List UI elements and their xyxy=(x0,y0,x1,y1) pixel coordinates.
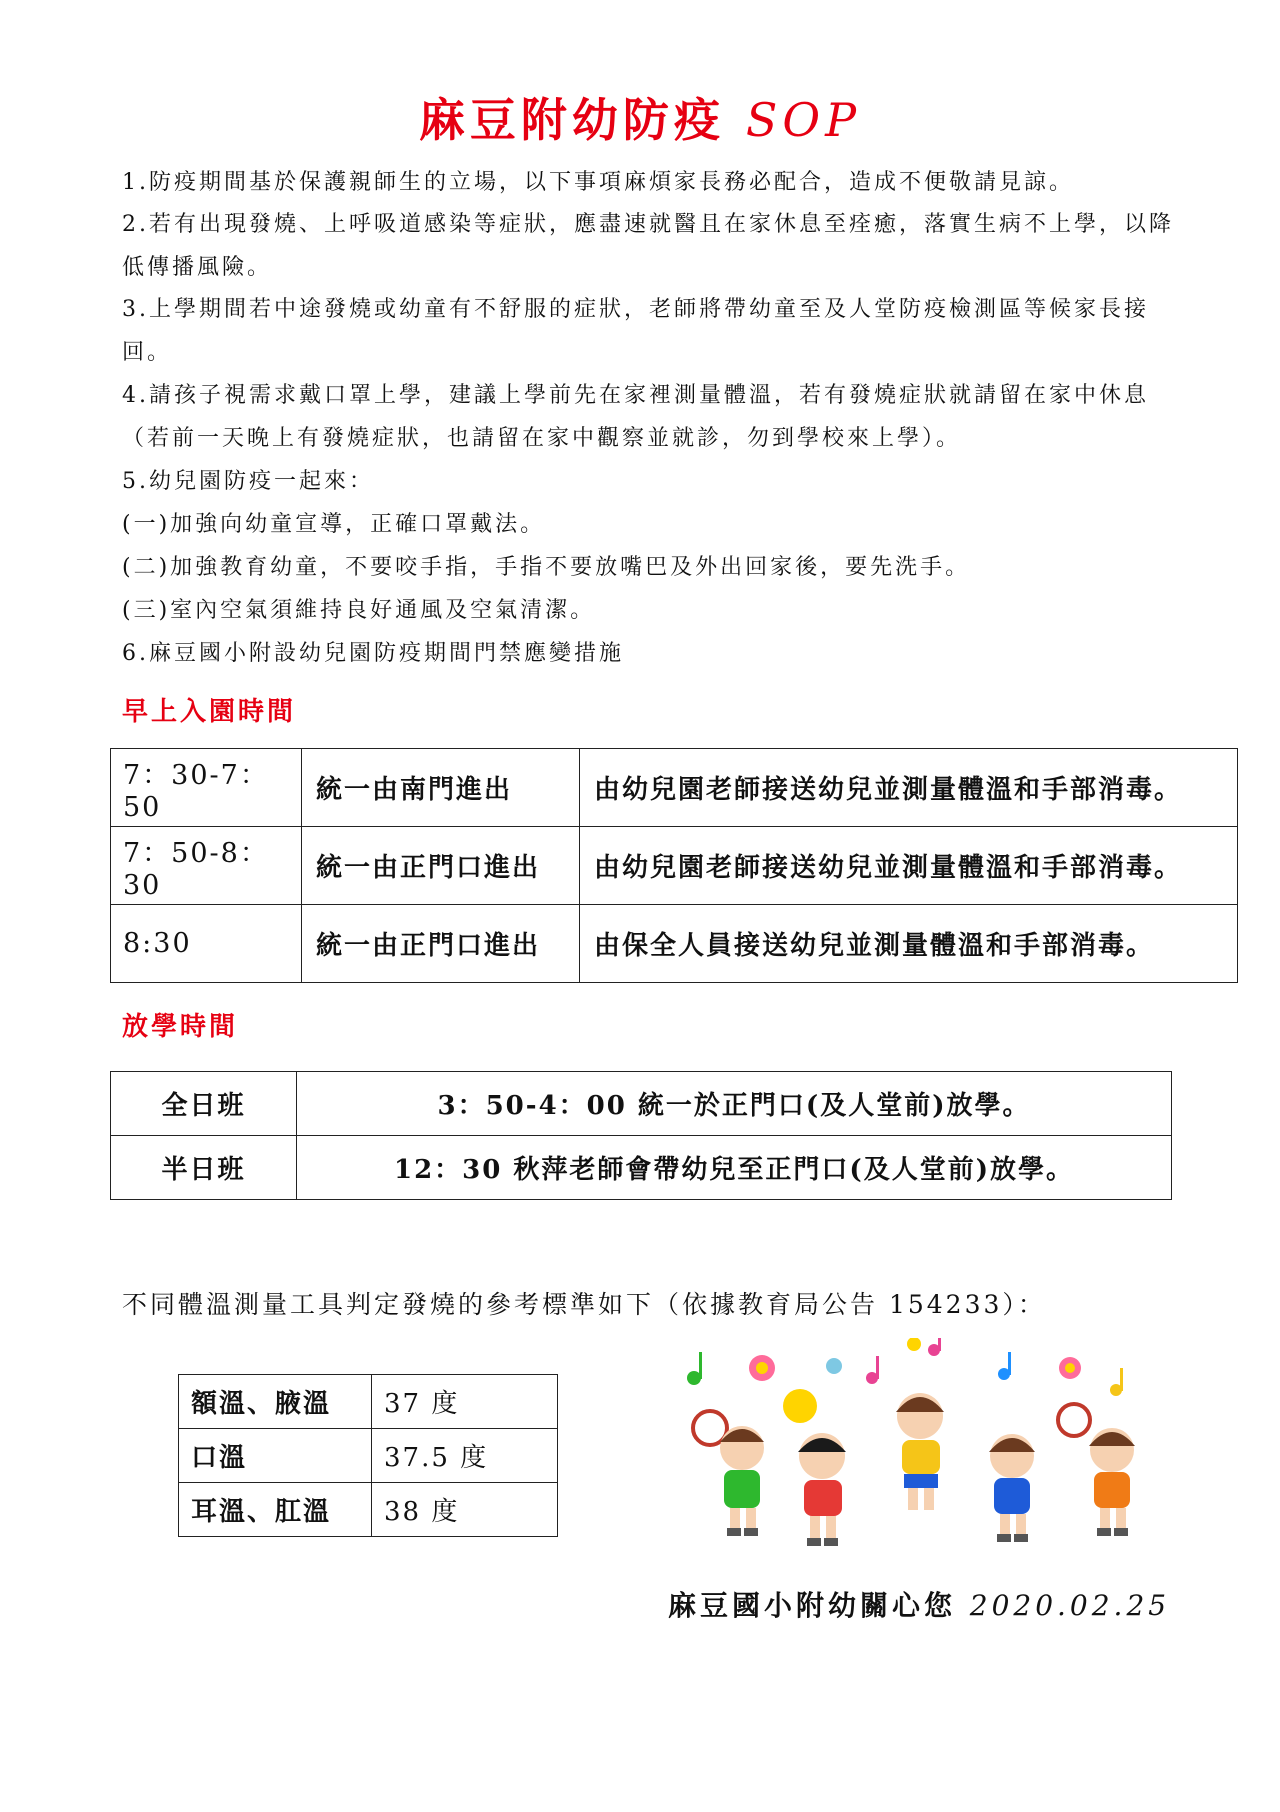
entry-time: 8:30 xyxy=(111,905,302,983)
entry-gate: 統一由正門口進出 xyxy=(302,905,580,983)
morning-heading: 早上入園時間 xyxy=(122,697,297,727)
entry-time: 7：30-7：50 xyxy=(111,749,302,827)
paragraph-5-2: (二)加強教育幼童，不要咬手指，手指不要放嘴巴及外出回家後，要先洗手。 xyxy=(122,555,971,580)
child-figure xyxy=(693,1411,764,1536)
temperature-value: 38 度 xyxy=(372,1483,558,1537)
table-row xyxy=(111,905,1238,983)
table-row xyxy=(179,1429,558,1483)
paragraph-2: 2.若有出現發燒、上呼吸道感染等症狀，應盡速就醫且在家休息至痊癒，落實生病不上學，以降低傳播風險。 xyxy=(122,212,1174,280)
signature-date: 2020.02.25 xyxy=(969,1589,1171,1622)
temperature-value: 37.5 度 xyxy=(372,1429,558,1483)
dismissal-table xyxy=(110,1071,1172,1200)
child-figure xyxy=(896,1393,944,1510)
sun-ball-icon xyxy=(783,1389,817,1423)
temperature-kind: 口溫 xyxy=(179,1429,372,1483)
title-latin: SOP xyxy=(745,93,862,147)
table-row xyxy=(111,1136,1172,1200)
paragraph-3: 3.上學期間若中途發燒或幼童有不舒服的症狀，老師將帶幼童至及人堂防疫檢測區等候家長接回。 xyxy=(122,297,1149,365)
title-cjk: 麻豆附幼防疫 xyxy=(418,93,746,147)
temperature-value: 37 度 xyxy=(372,1375,558,1429)
signature xyxy=(668,1584,1170,1624)
temperature-kind: 額溫、腋溫 xyxy=(179,1375,372,1429)
paragraph-5-1: (一)加強向幼童宣導，正確口罩戴法。 xyxy=(122,512,546,537)
entry-note: 由保全人員接送幼兒並測量體溫和手部消毒。 xyxy=(580,905,1238,983)
table-row xyxy=(111,749,1238,827)
entry-gate: 統一由正門口進出 xyxy=(302,827,580,905)
temperature-table xyxy=(178,1374,558,1537)
flower-icon xyxy=(749,1338,1081,1381)
entry-gate: 統一由南門進出 xyxy=(302,749,580,827)
signature-text: 麻豆國小附幼關心您 xyxy=(668,1589,970,1622)
morning-entry-table xyxy=(110,748,1238,983)
class-name: 半日班 xyxy=(111,1136,297,1200)
dismissal-detail: 12：30 秋萍老師會帶幼兒至正門口(及人堂前)放學。 xyxy=(297,1136,1172,1200)
document-title xyxy=(0,84,1280,150)
paragraph-5-3: (三)室內空氣須維持良好通風及空氣清潔。 xyxy=(122,598,596,623)
dismissal-detail: 3：50-4：00 統一於正門口(及人堂前)放學。 xyxy=(297,1072,1172,1136)
fever-standard-note: 不同體溫測量工具判定發燒的參考標準如下（依據教育局公告 154233）： xyxy=(122,1290,1046,1319)
child-figure xyxy=(989,1434,1035,1542)
table-row xyxy=(179,1483,558,1537)
temperature-kind: 耳溫、肛溫 xyxy=(179,1483,372,1537)
paragraph-5: 5.幼兒園防疫一起來： xyxy=(122,469,374,494)
child-figure xyxy=(1058,1404,1135,1536)
table-row xyxy=(111,1072,1172,1136)
paragraph-1: 1.防疫期間基於保護親師生的立場，以下事項麻煩家長務必配合，造成不便敬請見諒。 xyxy=(122,170,1074,195)
class-name: 全日班 xyxy=(111,1072,297,1136)
paragraph-6: 6.麻豆國小附設幼兒園防疫期間門禁應變措施 xyxy=(122,641,624,666)
entry-time: 7：50-8：30 xyxy=(111,827,302,905)
entry-note: 由幼兒園老師接送幼兒並測量體溫和手部消毒。 xyxy=(580,827,1238,905)
dismissal-heading: 放學時間 xyxy=(122,1012,239,1042)
entry-note: 由幼兒園老師接送幼兒並測量體溫和手部消毒。 xyxy=(580,749,1238,827)
paragraph-4: 4.請孩子視需求戴口罩上學，建議上學前先在家裡測量體溫，若有發燒症狀就請留在家中休息（若前一天晚上有發燒症狀，也請留在家中觀察並就診，勿到學校來上學）。 xyxy=(122,383,1149,451)
table-row xyxy=(111,827,1238,905)
children-dancing-illustration xyxy=(672,1338,1172,1578)
table-row xyxy=(179,1375,558,1429)
child-figure xyxy=(798,1433,846,1546)
